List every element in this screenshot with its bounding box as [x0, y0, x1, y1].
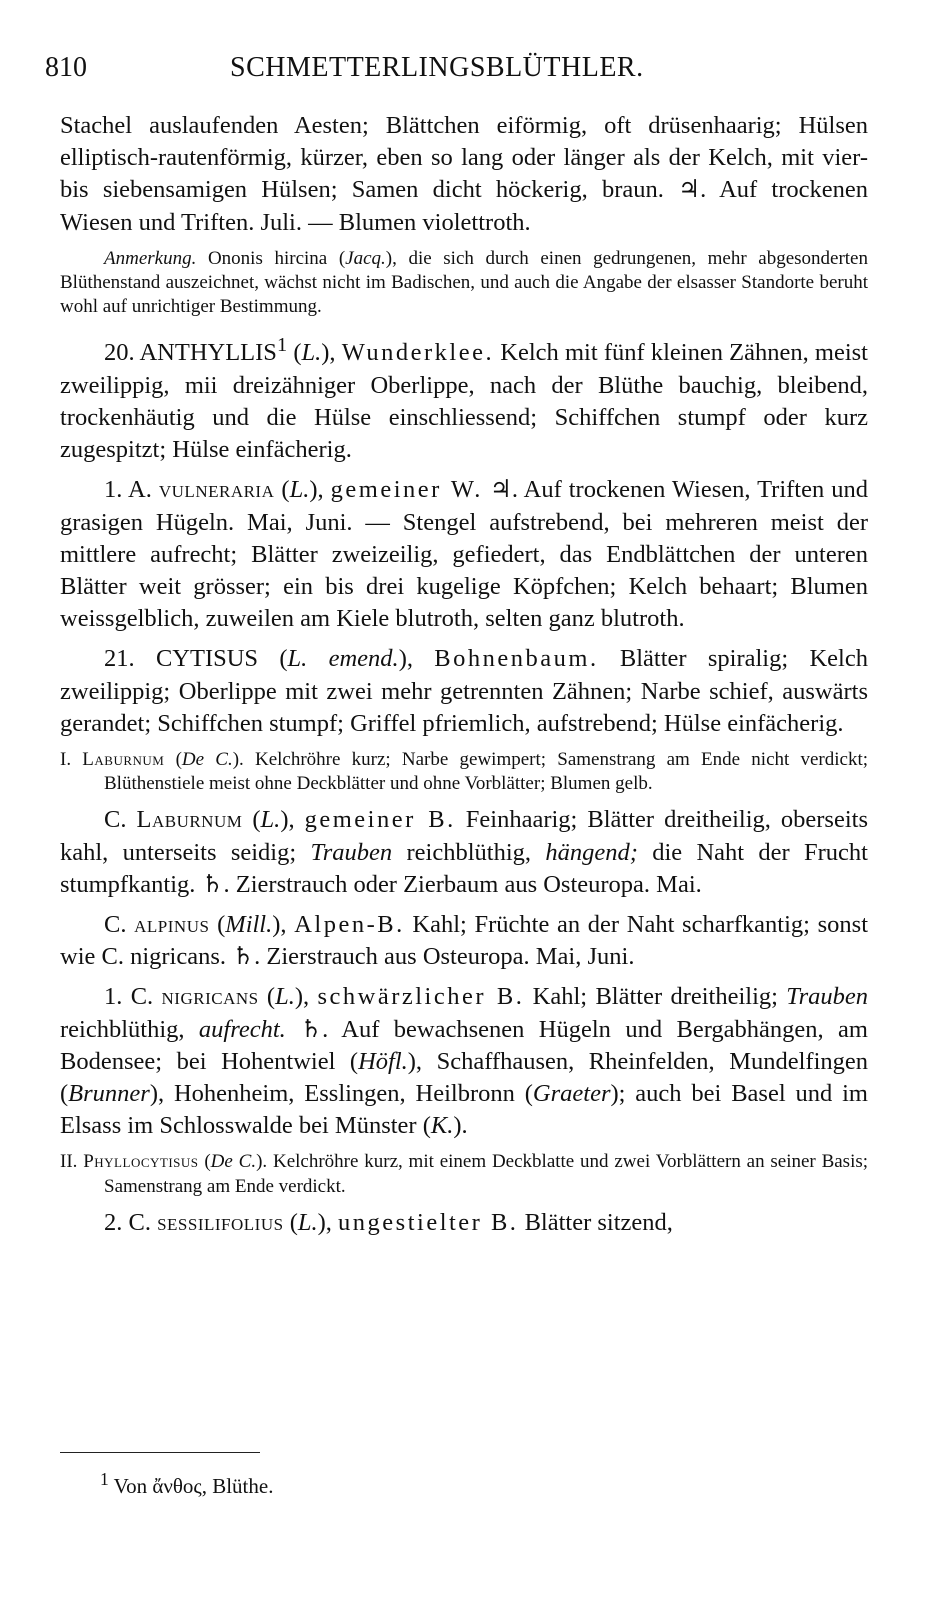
text-run: Blätter spiralig; Kelch zweilippig; Oberlippe mit zwei mehr getrennten Zähnen; Narbe schief, auswärts gerandet; Schiffchen stumpf; Griffel pfriemlich, aufstrebend; Hülse einfächerig.	[60, 645, 868, 737]
italic-term: Trauben	[786, 983, 868, 1011]
author-citation: De C.	[181, 749, 233, 771]
italic-term: Trauben	[310, 838, 393, 866]
author-citation: L.	[301, 339, 322, 367]
section-number: I.	[60, 749, 83, 771]
footnote-marker: 1	[100, 1469, 109, 1489]
text-run: ),	[294, 983, 318, 1011]
note-paragraph	[60, 247, 868, 320]
footnote	[100, 1465, 273, 1500]
genus-entry-anthyllis	[60, 329, 868, 466]
common-name: Bohnenbaum.	[434, 645, 599, 673]
text-run: Ononis hircina (	[196, 247, 346, 269]
text-run: Kahl; Blätter dreitheilig;	[524, 983, 787, 1011]
entry-number: 20.	[104, 339, 135, 367]
author-citation: L.	[260, 806, 281, 834]
common-name: ungestielter B.	[338, 1208, 519, 1236]
common-name: Alpen-B.	[294, 911, 405, 939]
text-run: ♄. Auf bewachsenen Hügeln und Bergabhängen, am Bodensee; bei Hohentwiel (	[60, 1015, 868, 1075]
common-name: gemeiner B.	[304, 806, 456, 834]
italic-term: hängend;	[545, 838, 638, 866]
note-label: Anmerkung.	[104, 247, 197, 269]
author-citation: Graeter	[532, 1080, 611, 1108]
text-run: ).	[453, 1112, 468, 1140]
text-run: reichblüthig,	[392, 838, 546, 866]
common-name: schwärzlicher B.	[317, 983, 525, 1011]
text-run: Feinhaarig; Blätter dreitheilig, oberseits kahl, unterseits seidig;	[60, 806, 868, 866]
section-number: II.	[60, 1151, 84, 1173]
text-run: Kahl; Früchte an der Naht scharfkantig; sonst wie C. nigricans. ♄. Zierstrauch aus Osteuropa. Mai, Juni.	[60, 911, 868, 971]
author-citation: L.	[297, 1208, 318, 1236]
text-run: C.	[104, 911, 135, 939]
text-run: ), Schaffhausen, Rheinfelden, Mundelfingen (	[60, 1047, 868, 1108]
text-run: ),	[280, 806, 305, 834]
text-run: C.	[104, 806, 137, 834]
text-run: die Naht der Frucht stumpfkantig. ♄. Zierstrauch oder Zierbaum aus Osteuropa. Mai.	[60, 838, 868, 898]
text-run: ♃. Auf trockenen Wiesen, Triften und grasigen Hügeln. Mai, Juni. — Stengel aufstrebend, bei mehreren meist der mittlere aufrecht; Blätter zweizeilig, gefiedert, das Endblättchen der unteren Blätter weit grösser; ein bis drei kugelige Köpfchen; Kelch behaart; Blumen weissgelblich, zuweilen am Kiele blutroth, selten ganz blutroth.	[60, 476, 869, 633]
species-name: sessilifolius	[157, 1208, 284, 1236]
genus-entry-cytisus	[60, 643, 868, 740]
text-run: ),	[317, 1208, 339, 1236]
species-entry-vulneraria	[60, 474, 868, 635]
text-run: ),	[272, 911, 295, 939]
species-name: nigricans	[161, 983, 259, 1011]
italic-term: aufrecht.	[198, 1015, 286, 1043]
common-name: gemeiner W.	[330, 476, 483, 504]
text-run: 1. A.	[104, 476, 159, 504]
species-entry-nigricans	[60, 981, 868, 1142]
page-header	[45, 52, 875, 92]
species-name: Laburnum	[136, 806, 243, 834]
text-run: ),	[309, 476, 331, 504]
footnote-text: Von ἄνθος, Blüthe.	[108, 1474, 274, 1498]
text-run: ),	[321, 339, 342, 367]
page-number: 810	[45, 52, 87, 83]
text-run: ); auch bei Basel und im Elsass im Schlosswalde bei Münster (	[60, 1080, 868, 1140]
common-name: Wunderklee.	[341, 339, 495, 367]
author-citation: L.	[275, 983, 295, 1011]
author-citation: Brunner	[68, 1080, 150, 1108]
species-name: vulneraria	[158, 476, 275, 504]
text-run: (	[164, 749, 182, 771]
entry-number: 21.	[104, 645, 135, 673]
author-citation: Höfl.	[358, 1047, 408, 1075]
footnote-ref: 1	[276, 334, 288, 357]
text-run: (	[274, 476, 290, 504]
text-run: (	[258, 983, 276, 1011]
text-run: (	[242, 806, 261, 834]
text-run: 2. C.	[104, 1208, 158, 1236]
text-run: ). Kelchröhre kurz, mit einem Deckblatte und zwei Vorblättern an seiner Basis; Samenstrang am Ende verdickt.	[104, 1151, 869, 1197]
species-name: alpinus	[134, 911, 210, 939]
running-title: SCHMETTERLINGSBLÜTHLER.	[230, 52, 644, 83]
text-run: ),	[398, 645, 435, 673]
paragraph-text: Stachel auslaufenden Aesten; Blättchen eiförmig, oft drüsenhaarig; Hülsen elliptisch-rautenförmig, kürzer, eben so lang oder länger als der Kelch, mit vier- bis siebensamigen Hülsen; Samen dicht höckerig, braun. ♃. Auf trockenen Wiesen und Triften. Juli. — Blumen violettroth.	[60, 112, 868, 236]
section-name: Phyllocytisus	[83, 1151, 199, 1173]
author-citation: Jacq.	[345, 247, 386, 269]
text-run: (	[283, 1208, 298, 1236]
species-entry-sessilifolius	[60, 1207, 868, 1239]
author-citation: L. emend.	[287, 645, 399, 673]
text-run: Blätter sitzend,	[518, 1208, 673, 1236]
text-run: (	[258, 645, 288, 673]
genus-name: CYTISUS	[155, 645, 259, 673]
section-laburnum	[60, 748, 868, 796]
author-citation: K.	[430, 1112, 454, 1140]
species-entry-laburnum	[60, 804, 868, 901]
section-name: Laburnum	[82, 749, 165, 771]
text-run: (	[209, 911, 226, 939]
text-run: 1. C.	[104, 983, 162, 1011]
species-entry-alpinus	[60, 909, 868, 973]
author-citation: L.	[289, 476, 310, 504]
author-citation: De C.	[210, 1151, 257, 1173]
text-body	[60, 110, 868, 1239]
text-run: (	[287, 339, 302, 367]
text-run: ). Kelchröhre kurz; Narbe gewimpert; Samenstrang am Ende nicht verdickt; Blüthenstiele meist ohne Deckblätter und ohne Vorblätter; Blumen gelb.	[104, 749, 869, 795]
paragraph-continuation	[60, 110, 868, 239]
text-run: (	[198, 1151, 211, 1173]
section-phyllocytisus	[60, 1150, 868, 1198]
footnote-divider	[60, 1452, 260, 1453]
text-run: reichblüthig,	[60, 1015, 199, 1043]
text-run: ), Hohenheim, Esslingen, Heilbronn (	[149, 1080, 533, 1108]
text-run: ), die sich durch einen gedrungenen, mehr abgesonderten Blüthenstand auszeichnet, wächst nicht im Badischen, und auch die Angabe der elsasser Standorte beruht wohl auf unrichtiger Bestimmung.	[60, 247, 868, 318]
genus-name: ANTHYLLIS	[139, 339, 277, 367]
text-run: Kelch mit fünf kleinen Zähnen, meist zweilippig, mii dreizähniger Oberlippe, nach der Blüthe bauchig, bleibend, trockenhäutig und die Hülse einschliessend; Schiffchen stumpf oder kurz zugespitzt; Hülse einfächerig.	[60, 339, 868, 464]
author-citation: Mill.	[225, 911, 273, 939]
